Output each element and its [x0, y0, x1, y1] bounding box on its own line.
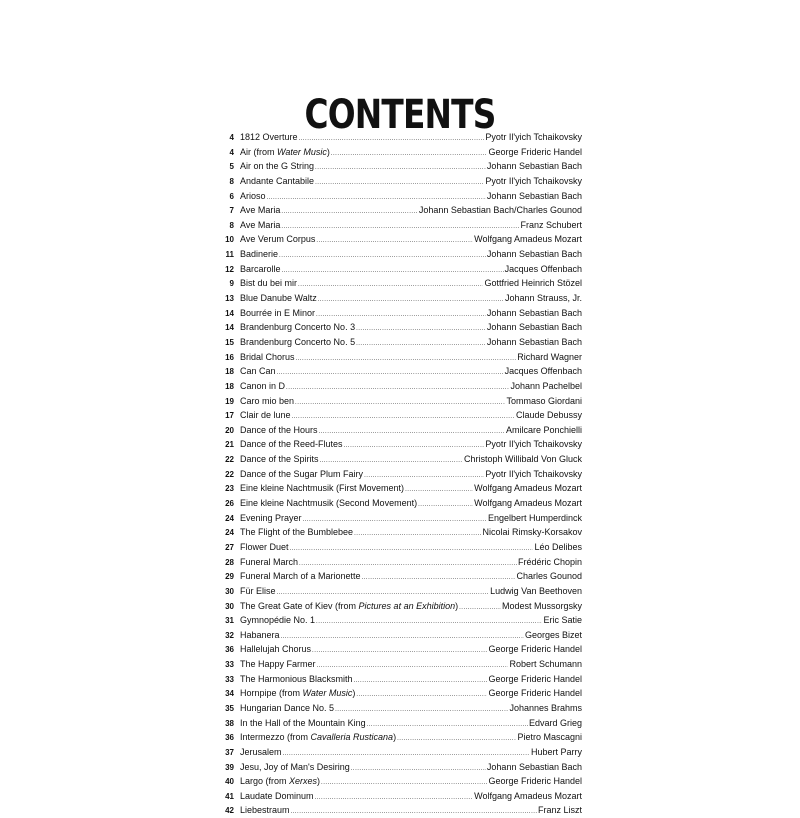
dot-leader: [312, 644, 487, 657]
toc-entry: [216, 613, 582, 628]
piece-title: 1812 Overture: [240, 132, 298, 142]
piece-title: Hornpipe (from Water Music): [240, 688, 356, 699]
toc-entry: [216, 511, 582, 526]
dot-leader: [367, 718, 528, 731]
page-number: 38: [225, 718, 234, 728]
piece-title: Funeral March of a Marionette: [240, 571, 361, 582]
composer-name: Johann Sebastian Bach/Charles Gounod: [418, 205, 582, 216]
toc-entry: [216, 555, 582, 570]
composer-name: Tommaso Giordani: [506, 395, 582, 406]
toc-entry: [216, 599, 582, 614]
page-number: 36: [225, 733, 234, 743]
dot-leader: [331, 147, 488, 160]
piece-title: The Harmonious Blacksmith: [240, 673, 353, 684]
page-number: 21: [225, 440, 234, 450]
toc-entry: [216, 701, 582, 716]
page-number: 39: [225, 762, 234, 772]
composer-name: Wolfgang Amadeus Mozart: [474, 790, 582, 801]
dot-leader: [315, 791, 474, 804]
piece-title: Arioso: [240, 190, 266, 201]
dot-leader: [286, 381, 509, 394]
toc-entry: [216, 174, 582, 189]
page-number: 20: [225, 425, 234, 435]
composer-name: Robert Schumann: [509, 659, 582, 670]
composer-name: Nicolai Rimsky-Korsakov: [482, 527, 582, 538]
dot-leader: [281, 220, 519, 233]
dot-leader: [291, 805, 537, 818]
page-number: 17: [225, 411, 234, 421]
page-number: 5: [229, 162, 234, 172]
piece-title: Can Can: [240, 366, 276, 377]
toc-entry: [216, 481, 582, 496]
page-number: 13: [225, 294, 234, 304]
dot-leader: [397, 732, 516, 745]
toc-entry: [216, 130, 582, 145]
composer-name: Edvard Grieg: [528, 717, 582, 728]
toc-entry: [216, 525, 582, 540]
toc-entry: [216, 189, 582, 204]
page-number: 19: [225, 396, 234, 406]
composer-name: Johannes Brahms: [509, 702, 582, 713]
toc-entry: [216, 540, 582, 555]
page-number: 37: [225, 747, 234, 757]
toc-entry: [216, 364, 582, 379]
toc-entry: [216, 672, 582, 687]
dot-leader: [315, 161, 486, 174]
toc-entry: [216, 774, 582, 789]
page-number: 15: [225, 337, 234, 347]
dot-leader: [299, 557, 517, 570]
toc-entry: [216, 452, 582, 467]
composer-name: Franz Liszt: [537, 805, 582, 816]
piece-title: Bridal Chorus: [240, 351, 295, 362]
page-number: 8: [229, 176, 234, 186]
toc-entry: [216, 745, 582, 760]
dot-leader: [316, 234, 473, 247]
piece-title: Air on the G String: [240, 161, 315, 172]
composer-name: George Frideric Handel: [488, 146, 582, 157]
dot-leader: [356, 322, 486, 335]
composer-name: George Frideric Handel: [488, 688, 582, 699]
composer-name: Christoph Willibald Von Gluck: [463, 454, 582, 465]
composer-name: Wolfgang Amadeus Mozart: [474, 234, 582, 245]
page-number: 8: [229, 220, 234, 230]
toc-entry: [216, 320, 582, 335]
dot-leader: [277, 586, 490, 599]
page-number: 14: [225, 323, 234, 333]
composer-name: George Frideric Handel: [488, 644, 582, 655]
dot-leader: [299, 132, 485, 145]
page-number: 23: [225, 484, 234, 494]
dot-leader: [321, 776, 487, 789]
toc-entry: [216, 642, 582, 657]
dot-leader: [362, 571, 516, 584]
page-number: 29: [225, 572, 234, 582]
toc-entry: [216, 262, 582, 277]
composer-name: George Frideric Handel: [488, 673, 582, 684]
page-number: 4: [229, 147, 234, 157]
toc-entry: [216, 276, 582, 291]
piece-title: Bist du bei mir: [240, 278, 298, 289]
page-number: 34: [225, 689, 234, 699]
piece-title: The Flight of the Bumblebee: [240, 527, 354, 538]
toc-entry: [216, 218, 582, 233]
composer-name: Pietro Mascagni: [517, 732, 582, 743]
toc-entry: [216, 730, 582, 745]
dot-leader: [319, 425, 505, 438]
piece-title: Dance of the Hours: [240, 424, 318, 435]
piece-title: Jesu, Joy of Man's Desiring: [240, 761, 350, 772]
page-number: 18: [225, 381, 234, 391]
toc-entry: [216, 496, 582, 511]
page-number: 18: [225, 367, 234, 377]
page-number: 40: [225, 777, 234, 787]
toc-entry: [216, 437, 582, 452]
dot-leader: [344, 439, 485, 452]
composer-name: Eric Satie: [543, 615, 582, 626]
piece-title: Brandenburg Concerto No. 3: [240, 322, 356, 333]
page-number: 14: [225, 308, 234, 318]
page-number: 7: [229, 206, 234, 216]
page-number: 42: [225, 806, 234, 816]
page-title: CONTENTS: [304, 91, 496, 138]
piece-title: Bourrée in E Minor: [240, 307, 316, 318]
composer-name: Amilcare Ponchielli: [505, 424, 582, 435]
dot-leader: [283, 747, 530, 760]
piece-title: Andante Cantabile: [240, 175, 315, 186]
composer-name: Johann Sebastian Bach: [486, 307, 582, 318]
composer-name: Richard Wagner: [517, 351, 582, 362]
piece-title: Blue Danube Waltz: [240, 293, 317, 304]
composer-name: Johann Sebastian Bach: [486, 249, 582, 260]
piece-title: Brandenburg Concerto No. 5: [240, 336, 356, 347]
piece-title: Caro mio ben: [240, 395, 295, 406]
composer-name: Claude Debussy: [515, 410, 582, 421]
page-number: 31: [225, 616, 234, 626]
composer-name: Wolfgang Amadeus Mozart: [474, 498, 582, 509]
toc-entry: [216, 423, 582, 438]
dot-leader: [356, 688, 487, 701]
piece-title: Dance of the Sugar Plum Fairy: [240, 468, 364, 479]
piece-title: Jerusalem: [240, 746, 282, 757]
page-number: 41: [225, 791, 234, 801]
dot-leader: [351, 762, 486, 775]
piece-title: Ave Maria: [240, 219, 281, 230]
dot-leader: [290, 542, 534, 555]
composer-name: Pyotr Il'yich Tchaikovsky: [485, 132, 582, 142]
composer-name: Johann Sebastian Bach: [486, 190, 582, 201]
toc-entry: [216, 306, 582, 321]
dot-leader: [296, 352, 517, 365]
dot-leader: [303, 513, 487, 526]
piece-title: Funeral March: [240, 556, 299, 567]
page-number: 9: [229, 279, 234, 289]
piece-title: Canon in D: [240, 380, 286, 391]
piece-title: Eine kleine Nachtmusik (Second Movement): [240, 498, 418, 509]
page-number: 33: [225, 660, 234, 670]
page-number: 22: [225, 455, 234, 465]
dot-leader: [405, 483, 473, 496]
piece-title: Für Elise: [240, 585, 276, 596]
piece-title: Ave Maria: [240, 205, 281, 216]
toc-entry: [216, 408, 582, 423]
piece-title: Air (from Water Music): [240, 146, 330, 157]
dot-leader: [277, 366, 504, 379]
toc-entry: [216, 760, 582, 775]
composer-name: Wolfgang Amadeus Mozart: [474, 483, 582, 494]
composer-name: Johann Strauss, Jr.: [504, 293, 582, 304]
composer-name: Johann Sebastian Bach: [486, 161, 582, 172]
toc-entry: [216, 657, 582, 672]
page-number: 30: [225, 601, 234, 611]
page-number: 32: [225, 630, 234, 640]
page-number: 16: [225, 352, 234, 362]
piece-title: The Great Gate of Kiev (from Pictures at an Exhibition): [240, 600, 459, 611]
composer-name: Hubert Parry: [530, 746, 582, 757]
composer-name: Frédéric Chopin: [517, 556, 582, 567]
dot-leader: [295, 396, 505, 409]
page-number: 24: [225, 528, 234, 538]
dot-leader: [316, 615, 542, 628]
dot-leader: [292, 410, 515, 423]
composer-name: Ludwig Van Beethoven: [490, 585, 582, 596]
dot-leader: [335, 703, 508, 716]
dot-leader: [364, 469, 484, 482]
toc-entry: [216, 291, 582, 306]
piece-title: Laudate Dominum: [240, 790, 314, 801]
piece-title: Hungarian Dance No. 5: [240, 702, 335, 713]
toc-entry: [216, 467, 582, 482]
piece-title: Habanera: [240, 629, 280, 640]
page-number: 28: [225, 557, 234, 567]
composer-name: Pyotr Il'yich Tchaikovsky: [485, 175, 582, 186]
page-number: 11: [225, 250, 234, 260]
toc-entry: [216, 335, 582, 350]
piece-title: Flower Duet: [240, 541, 289, 552]
toc-entry: [216, 584, 582, 599]
toc-entry: [216, 247, 582, 262]
piece-title: Eine kleine Nachtmusik (First Movement): [240, 483, 405, 494]
composer-name: Pyotr Il'yich Tchaikovsky: [485, 439, 582, 450]
dot-leader: [279, 249, 486, 262]
page-number: 12: [225, 264, 234, 274]
dot-leader: [267, 191, 486, 204]
page-number: 35: [225, 703, 234, 713]
piece-title: Clair de lune: [240, 410, 291, 421]
composer-name: Johann Sebastian Bach: [486, 336, 582, 347]
dot-leader: [318, 293, 504, 306]
toc-entry: [216, 232, 582, 247]
composer-name: Johann Sebastian Bach: [486, 761, 582, 772]
dot-leader: [320, 454, 463, 467]
composer-name: Johann Sebastian Bach: [486, 322, 582, 333]
toc-entry: [216, 159, 582, 174]
toc-entry: [216, 203, 582, 218]
piece-title: In the Hall of the Mountain King: [240, 717, 366, 728]
composer-name: Modest Mussorgsky: [501, 600, 582, 611]
page-number: 22: [225, 469, 234, 479]
composer-name: Franz Schubert: [520, 219, 582, 230]
dot-leader: [418, 498, 473, 511]
piece-title: Ave Verum Corpus: [240, 234, 316, 245]
dot-leader: [356, 337, 486, 350]
page-number: 26: [225, 499, 234, 509]
composer-name: Pyotr Il'yich Tchaikovsky: [485, 468, 582, 479]
piece-title: Largo (from Xerxes): [240, 776, 321, 787]
composer-name: Engelbert Humperdinck: [487, 512, 582, 523]
composer-name: Jacques Offenbach: [504, 263, 582, 274]
toc-entry: [216, 569, 582, 584]
piece-title: Intermezzo (from Cavalleria Rusticana): [240, 732, 397, 743]
composer-name: Gottfried Heinrich Stözel: [484, 278, 582, 289]
composer-name: Georges Bizet: [524, 629, 582, 640]
toc-entry: [216, 803, 582, 818]
page-number: 10: [225, 235, 234, 245]
page-number: 33: [225, 674, 234, 684]
dot-leader: [317, 659, 509, 672]
composer-name: George Frideric Handel: [488, 776, 582, 787]
dot-leader: [459, 601, 501, 614]
composer-name: Léo Delibes: [534, 541, 582, 552]
piece-title: Dance of the Reed-Flutes: [240, 439, 343, 450]
piece-title: Badinerie: [240, 249, 279, 260]
piece-title: Hallelujah Chorus: [240, 644, 312, 655]
dot-leader: [315, 176, 484, 189]
piece-title: Gymnopédie No. 1: [240, 615, 316, 626]
dot-leader: [298, 278, 483, 291]
toc-entry: [216, 145, 582, 160]
dot-leader: [281, 205, 418, 218]
page-number: 27: [225, 542, 234, 552]
piece-title: Liebestraum: [240, 805, 290, 816]
dot-leader: [316, 308, 486, 321]
page-number: 36: [225, 645, 234, 655]
contents-list: [216, 130, 582, 818]
toc-entry: [216, 394, 582, 409]
composer-name: Charles Gounod: [516, 571, 582, 582]
page-number: 24: [225, 513, 234, 523]
dot-leader: [354, 527, 481, 540]
composer-name: Johann Pachelbel: [510, 380, 582, 391]
piece-title: Barcarolle: [240, 263, 281, 274]
toc-entry: [216, 789, 582, 804]
toc-entry: [216, 350, 582, 365]
dot-leader: [282, 264, 504, 277]
dot-leader: [281, 630, 524, 643]
toc-entry: [216, 686, 582, 701]
toc-entry: [216, 628, 582, 643]
composer-name: Jacques Offenbach: [504, 366, 582, 377]
page-number: 6: [229, 191, 234, 201]
piece-title: Dance of the Spirits: [240, 454, 319, 465]
dot-leader: [354, 674, 488, 687]
toc-entry: [216, 379, 582, 394]
piece-title: The Happy Farmer: [240, 659, 316, 670]
page-number: 30: [225, 586, 234, 596]
toc-entry: [216, 716, 582, 731]
piece-title: Evening Prayer: [240, 512, 302, 523]
page-number: 4: [229, 133, 234, 142]
